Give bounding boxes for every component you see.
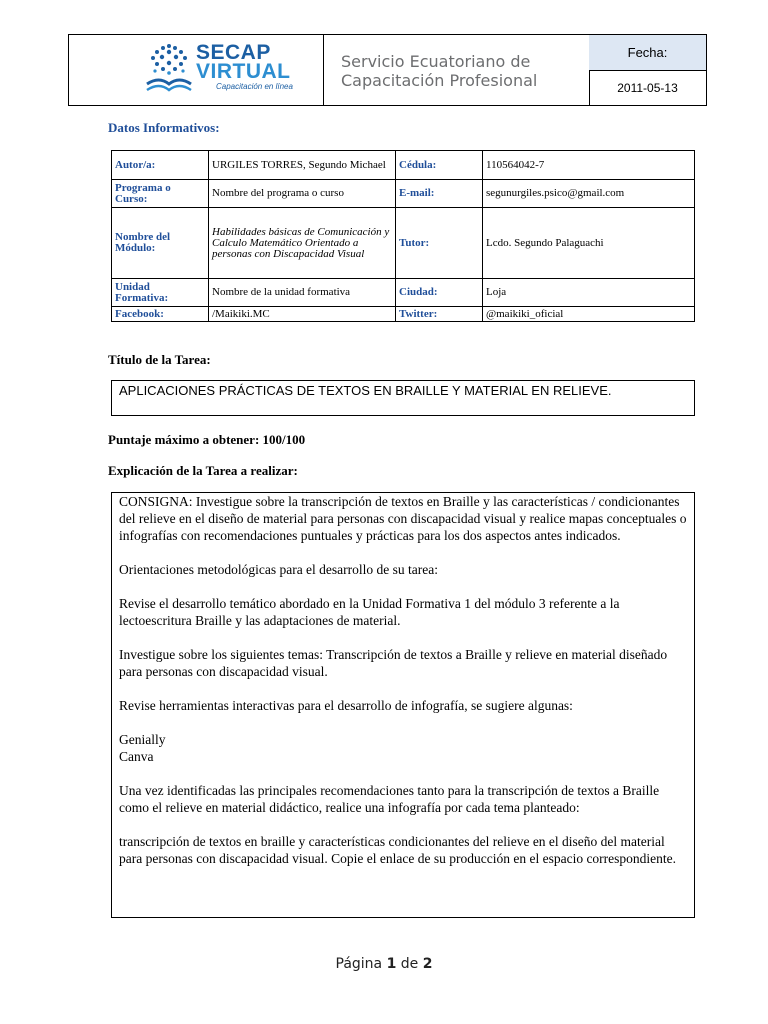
explanation-research: Investigue sobre los siguientes temas: Transcripción de textos a Braille y relieve en material diseñado para personas con discapacidad visual. [119,647,668,679]
page-footer [0,956,768,972]
autor-value: URGILES TORRES, Segundo Michael [209,151,396,180]
task-title-heading: Título de la Tarea: [108,352,211,367]
explanation-box [111,492,695,918]
info-row-modulo [112,208,695,279]
explanation-infographic: Una vez identificadas las principales recomendaciones tanto para la transcripción de textos a Braille como el relieve en material didáctico, realice una infografía por cada tema planteado: [119,783,660,815]
logo-cell [69,35,324,105]
date-label: Fecha: [589,35,706,71]
explanation-topics: transcripción de textos en braille y características condicionantes del relieve en el diseño del material para personas con discapacidad visual. Copie el enlace de su producción en el espacio correspondiente. [119,834,677,866]
ciudad-value: Loja [483,279,695,307]
twitter-label: Twitter: [396,307,483,322]
explanation-tools: Revise herramientas interactivas para el desarrollo de infografía, se sugiere algunas: [119,698,573,713]
facebook-label: Facebook: [112,307,209,322]
current-page: 1 [386,956,397,972]
of-word: de [400,956,419,972]
logo-tagline: Capacitación en línea [216,82,293,91]
programa-value: Nombre del programa o curso [209,180,396,208]
tutor-value: Lcdo. Segundo Palaguachi [483,208,695,279]
ciudad-label: Ciudad: [396,279,483,307]
org-title [341,52,537,90]
explanation-instruction: CONSIGNA: Investigue sobre la transcripción de textos en Braille y las características / condicionantes del relieve en el diseño de material para personas con discapacidad visual y realice mapas conceptuales o infografías con recomendaciones puntuales y prácticas para los dos aspectos antes indicados. [119,494,687,543]
max-score: Puntaje máximo a obtener: 100/100 [108,432,306,447]
info-row-autor [112,151,695,180]
secap-globe-icon [145,40,193,96]
tool-canva: Canva [119,749,154,764]
explanation-heading: Explicación de la Tarea a realizar: [108,463,298,478]
autor-label: Autor/a: [112,151,209,180]
email-label: E-mail: [396,180,483,208]
info-table [111,150,695,322]
email-value: segunurgiles.psico@gmail.com [483,180,695,208]
task-title-box: APLICACIONES PRÁCTICAS DE TEXTOS EN BRAILLE Y MATERIAL EN RELIEVE. [111,380,695,416]
cedula-label: Cédula: [396,151,483,180]
explanation-methodology: Orientaciones metodológicas para el desarrollo de su tarea: [119,562,438,577]
info-row-social [112,307,695,322]
tutor-label: Tutor: [396,208,483,279]
programa-label: Programa o Curso: [112,180,209,208]
info-row-unidad [112,279,695,307]
unidad-label: Unidad Formativa: [112,279,209,307]
facebook-value: /Maikiki.MC [209,307,396,322]
cedula-value: 110564042-7 [483,151,695,180]
info-row-programa [112,180,695,208]
unidad-value: Nombre de la unidad formativa [209,279,396,307]
explanation-review: Revise el desarrollo temático abordado en la Unidad Formativa 1 del módulo 3 referente a la lectoescritura Braille y las adaptaciones de material. [119,596,620,628]
total-pages: 2 [422,956,433,972]
document-header [68,34,707,106]
logo-word-virtual: VIRTUAL [196,60,291,83]
modulo-value: Habilidades básicas de Comunicación y Calculo Matemático Orientado a personas con Discapacidad Visual [209,208,396,279]
page-word: Página [335,956,383,972]
org-title-line1: Servicio Ecuatoriano de [341,52,531,71]
logo-word-secap: SECAP [196,41,271,64]
date-value: 2011-05-13 [617,81,678,95]
org-title-line2: Capacitación Profesional [341,71,538,90]
org-title-cell [323,35,590,105]
tool-genially: Genially [119,732,166,747]
twitter-value: @maikiki_oficial [483,307,695,322]
modulo-label: Nombre del Módulo: [112,208,209,279]
info-heading: Datos Informativos: [108,120,220,135]
